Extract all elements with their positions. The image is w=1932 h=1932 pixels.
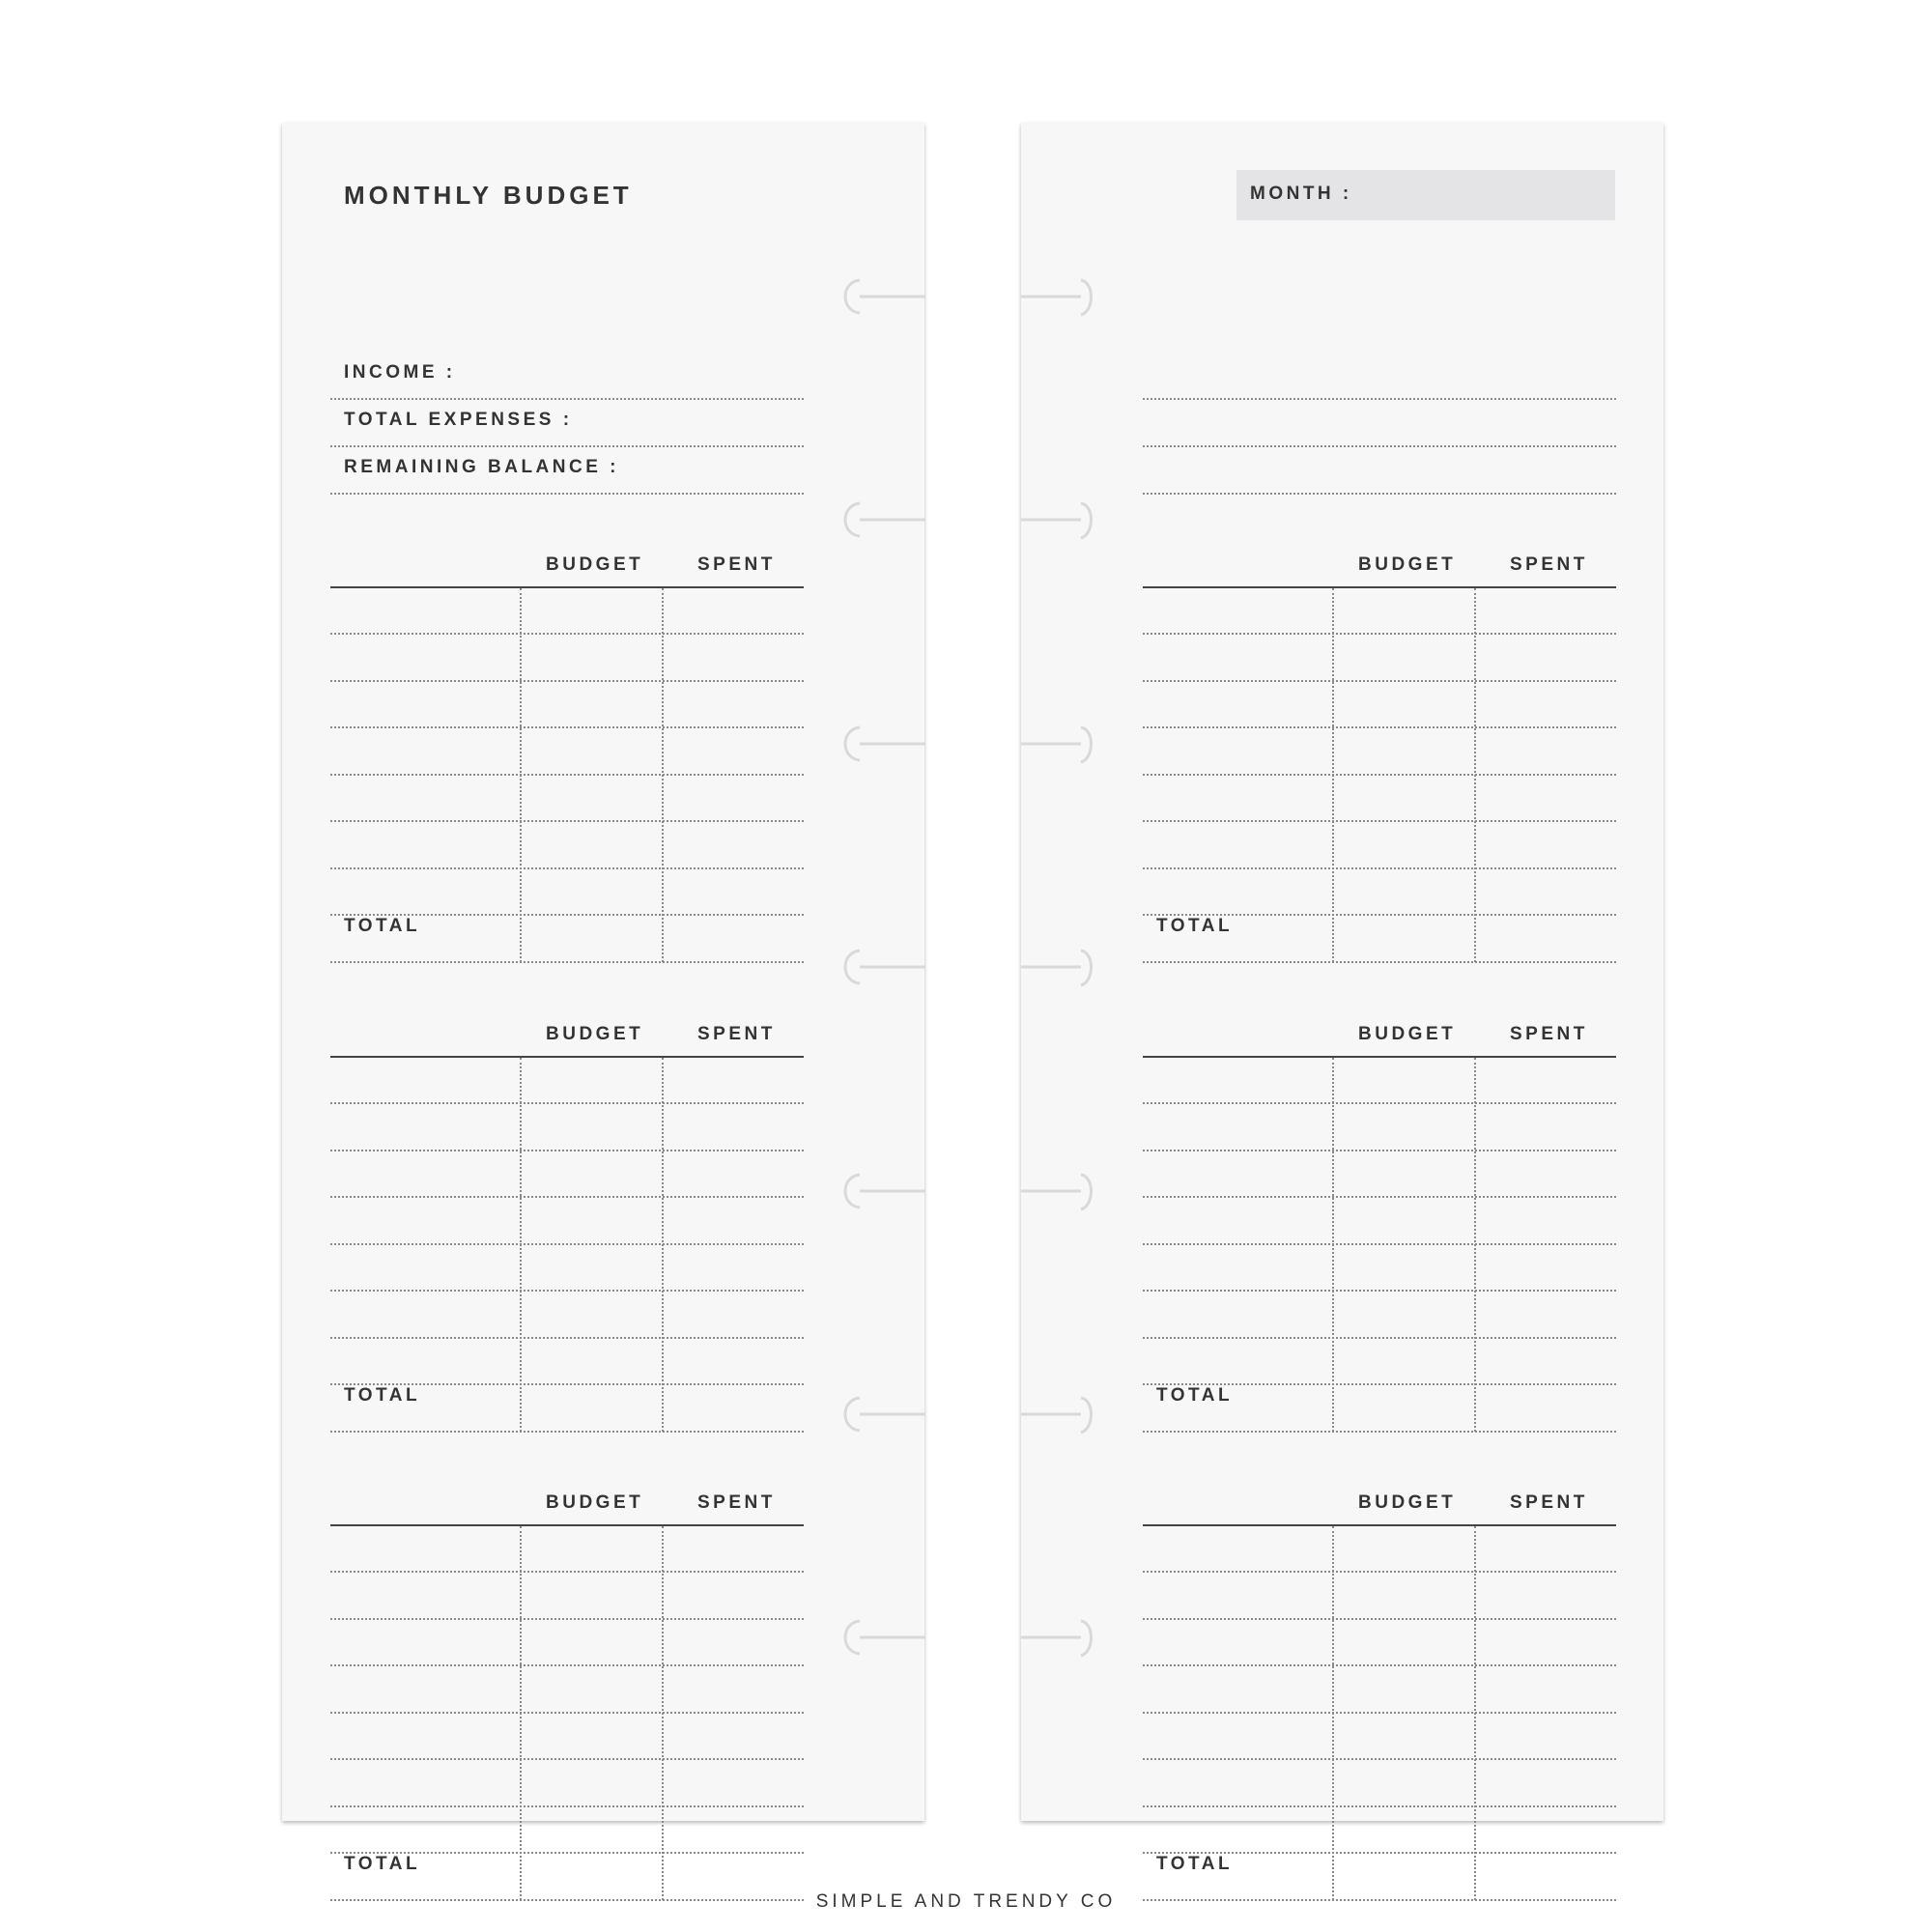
total-expenses-label: TOTAL EXPENSES : bbox=[344, 410, 573, 430]
ring-notch-icon bbox=[837, 1617, 957, 1660]
ring-notch-icon bbox=[837, 1394, 957, 1436]
spent-column-header: SPENT bbox=[697, 1024, 776, 1044]
table-row[interactable] bbox=[1143, 1057, 1616, 1104]
column-divider bbox=[520, 1526, 522, 1900]
blank-line[interactable] bbox=[1143, 445, 1616, 495]
income-line[interactable] bbox=[330, 351, 804, 400]
table-row[interactable] bbox=[1143, 587, 1616, 635]
column-divider bbox=[1474, 1058, 1476, 1432]
table-row[interactable] bbox=[330, 868, 804, 916]
column-divider bbox=[1332, 1526, 1334, 1900]
total-label: TOTAL bbox=[1156, 1854, 1234, 1874]
column-divider bbox=[520, 1058, 522, 1432]
table-row[interactable] bbox=[330, 1619, 804, 1666]
table-row[interactable] bbox=[1143, 775, 1616, 822]
column-divider bbox=[662, 588, 664, 962]
column-divider bbox=[1332, 1058, 1334, 1432]
table-row[interactable] bbox=[330, 1292, 804, 1339]
table-row[interactable] bbox=[1143, 1198, 1616, 1245]
table-row[interactable] bbox=[1143, 1806, 1616, 1854]
budget-column-header: BUDGET bbox=[546, 1492, 644, 1513]
budget-table bbox=[1143, 1471, 1616, 1900]
ring-notch-icon bbox=[837, 276, 957, 319]
table-row[interactable] bbox=[330, 775, 804, 822]
budget-column-header: BUDGET bbox=[546, 554, 644, 575]
table-row[interactable] bbox=[1143, 1244, 1616, 1292]
spent-column-header: SPENT bbox=[1510, 1492, 1588, 1513]
blank-line[interactable] bbox=[1143, 398, 1616, 447]
spent-column-header: SPENT bbox=[697, 1492, 776, 1513]
column-divider bbox=[520, 588, 522, 962]
table-row[interactable] bbox=[330, 1666, 804, 1714]
total-expenses-line[interactable] bbox=[330, 398, 804, 447]
month-label: MONTH : bbox=[1250, 184, 1352, 204]
table-row[interactable] bbox=[330, 1713, 804, 1760]
table-row[interactable] bbox=[1143, 681, 1616, 728]
budget-table bbox=[1143, 1003, 1616, 1432]
table-row[interactable] bbox=[330, 1244, 804, 1292]
budget-table bbox=[330, 1471, 804, 1900]
total-label: TOTAL bbox=[344, 1854, 421, 1874]
table-row[interactable] bbox=[1143, 1713, 1616, 1760]
column-divider bbox=[1474, 588, 1476, 962]
table-row[interactable] bbox=[330, 1198, 804, 1245]
total-label: TOTAL bbox=[1156, 1385, 1234, 1406]
column-divider bbox=[1474, 1526, 1476, 1900]
table-row[interactable] bbox=[330, 1104, 804, 1151]
table-row[interactable] bbox=[330, 1338, 804, 1385]
budget-table bbox=[330, 533, 804, 962]
table-row[interactable] bbox=[330, 635, 804, 682]
column-divider bbox=[662, 1526, 664, 1900]
column-divider bbox=[1332, 588, 1334, 962]
table-row[interactable] bbox=[330, 587, 804, 635]
ring-notch-icon bbox=[837, 1171, 957, 1213]
remaining-balance-label: REMAINING BALANCE : bbox=[344, 457, 619, 477]
table-row[interactable] bbox=[330, 728, 804, 776]
table-row[interactable] bbox=[1143, 1292, 1616, 1339]
table-row[interactable] bbox=[1143, 1619, 1616, 1666]
table-row[interactable] bbox=[1143, 868, 1616, 916]
month-field[interactable] bbox=[1236, 170, 1615, 220]
spent-column-header: SPENT bbox=[1510, 1024, 1588, 1044]
budget-column-header: BUDGET bbox=[546, 1024, 644, 1044]
column-divider bbox=[662, 1058, 664, 1432]
table-row[interactable] bbox=[1143, 1338, 1616, 1385]
table-row[interactable] bbox=[1143, 822, 1616, 869]
ring-notch-icon bbox=[1021, 499, 1142, 542]
table-row[interactable] bbox=[330, 1760, 804, 1807]
remaining-balance-line[interactable] bbox=[330, 445, 804, 495]
table-row[interactable] bbox=[1143, 635, 1616, 682]
page-title: MONTHLY BUDGET bbox=[344, 181, 633, 210]
budget-table bbox=[330, 1003, 804, 1432]
table-row[interactable] bbox=[330, 1806, 804, 1854]
ring-notch-icon bbox=[837, 724, 957, 766]
budget-column-header: BUDGET bbox=[1358, 1492, 1457, 1513]
table-row[interactable] bbox=[330, 1525, 804, 1573]
budget-column-header: BUDGET bbox=[1358, 554, 1457, 575]
ring-notch-icon bbox=[1021, 1171, 1142, 1213]
table-row[interactable] bbox=[1143, 1525, 1616, 1573]
spent-column-header: SPENT bbox=[697, 554, 776, 575]
table-row[interactable] bbox=[330, 681, 804, 728]
brand-footer: SIMPLE AND TRENDY CO bbox=[815, 1891, 1117, 1912]
budget-column-header: BUDGET bbox=[1358, 1024, 1457, 1044]
table-row[interactable] bbox=[330, 1057, 804, 1104]
ring-notch-icon bbox=[1021, 1394, 1142, 1436]
ring-notch-icon bbox=[1021, 276, 1142, 319]
left-planner-page bbox=[282, 123, 924, 1874]
table-row[interactable] bbox=[1143, 1104, 1616, 1151]
total-label: TOTAL bbox=[344, 1385, 421, 1406]
table-row[interactable] bbox=[1143, 1151, 1616, 1198]
table-row[interactable] bbox=[330, 1151, 804, 1198]
ring-notch-icon bbox=[837, 947, 957, 989]
ring-notch-icon bbox=[1021, 1617, 1142, 1660]
table-row[interactable] bbox=[1143, 1760, 1616, 1807]
spent-column-header: SPENT bbox=[1510, 554, 1588, 575]
table-row[interactable] bbox=[1143, 1573, 1616, 1620]
table-row[interactable] bbox=[1143, 728, 1616, 776]
ring-notch-icon bbox=[1021, 724, 1142, 766]
budget-table bbox=[1143, 533, 1616, 962]
income-label: INCOME : bbox=[344, 362, 456, 383]
blank-line[interactable] bbox=[1143, 351, 1616, 400]
table-row[interactable] bbox=[1143, 1666, 1616, 1714]
table-row[interactable] bbox=[330, 1573, 804, 1620]
ring-notch-icon bbox=[1021, 947, 1142, 989]
total-label: TOTAL bbox=[344, 916, 421, 936]
total-label: TOTAL bbox=[1156, 916, 1234, 936]
table-row[interactable] bbox=[330, 822, 804, 869]
ring-notch-icon bbox=[837, 499, 957, 542]
